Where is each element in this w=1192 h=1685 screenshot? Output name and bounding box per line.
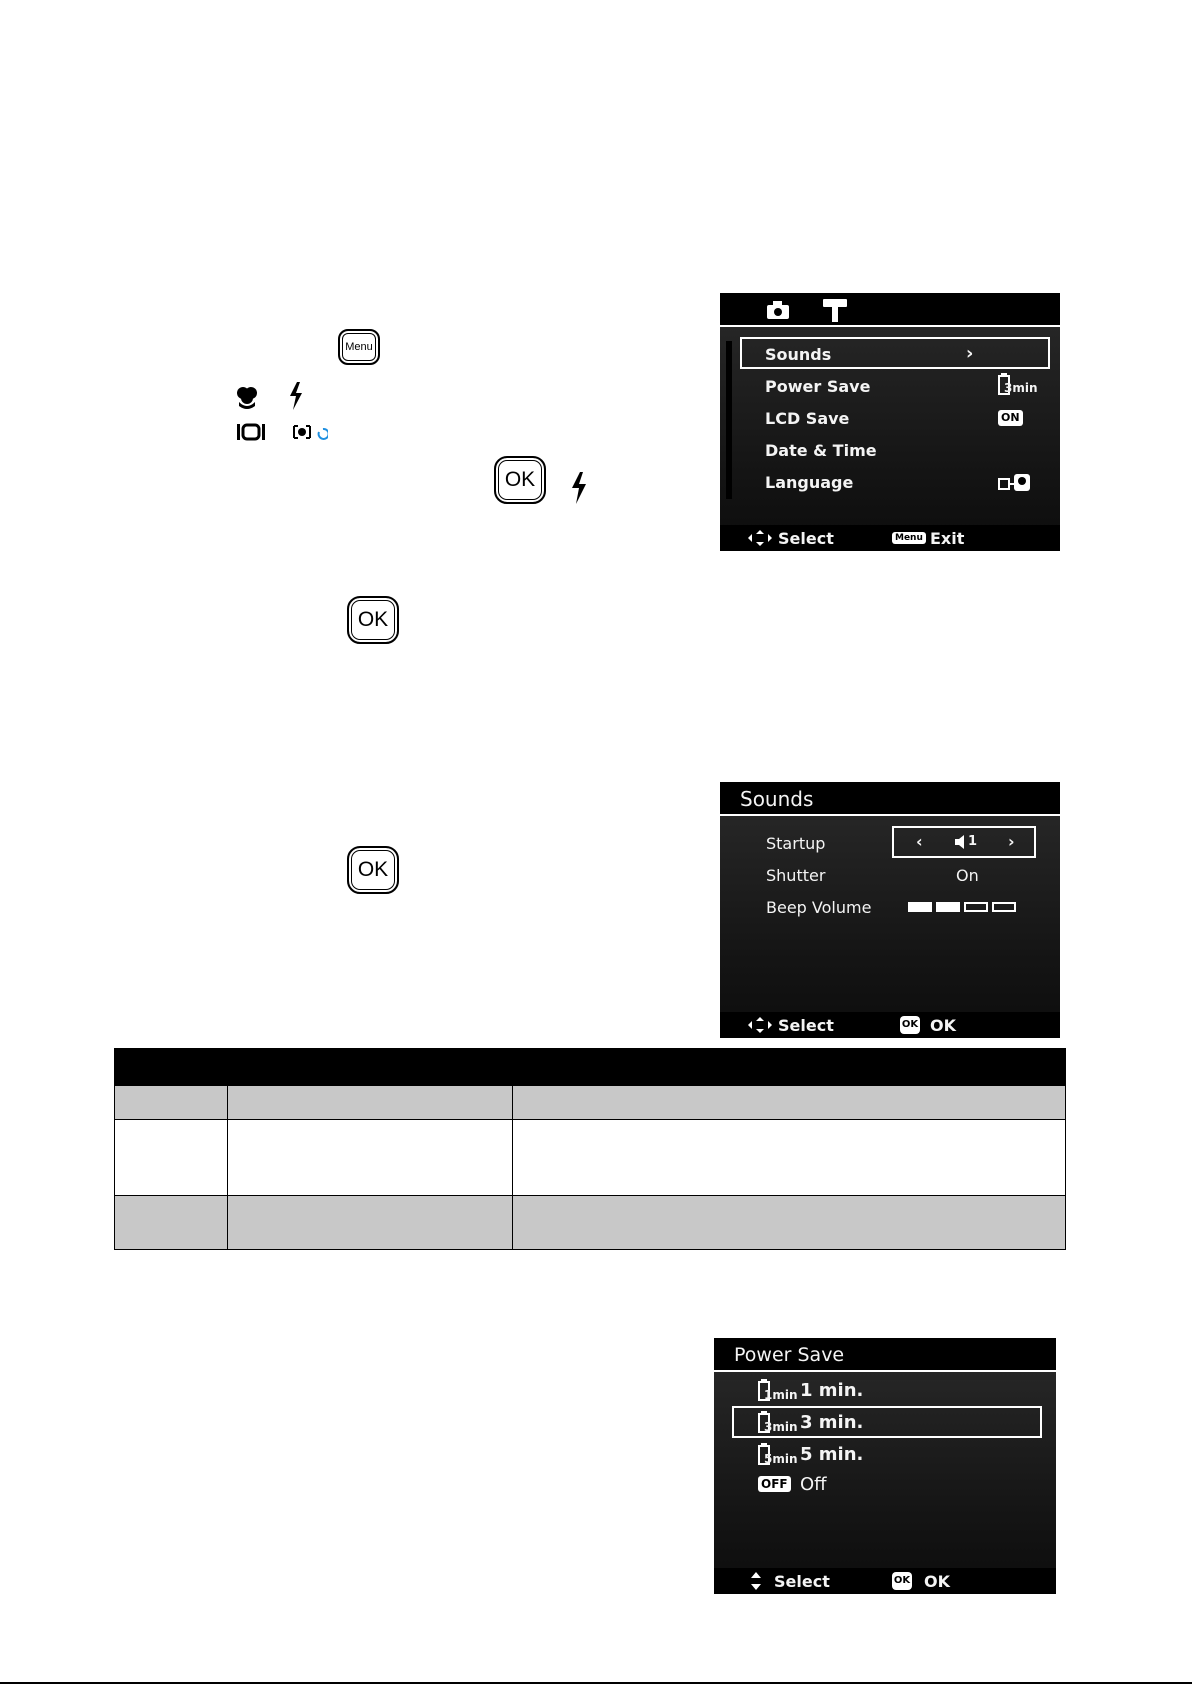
table-cell: [228, 1120, 513, 1196]
menu-item-power-save[interactable]: [765, 377, 870, 396]
status-exit-label: Exit: [930, 529, 965, 548]
screen-title: Power Save: [734, 1344, 845, 1366]
menu-item-label: Power Save: [765, 377, 871, 396]
volume-bar-segment: [964, 902, 988, 912]
flash-icon: [288, 382, 304, 410]
table-header: [115, 1049, 1066, 1086]
separator: [720, 814, 1060, 816]
menu-item-label: Date & Time: [765, 441, 877, 460]
on-badge: ON: [998, 410, 1023, 426]
power-save-3min-icon: 3min: [764, 1420, 798, 1434]
status-ok-label: OK: [930, 1016, 956, 1035]
status-bar: [720, 525, 1060, 551]
status-select-label: Select: [778, 1016, 834, 1035]
ok-button-icon: [347, 596, 399, 644]
option-off[interactable]: [758, 1472, 1038, 1500]
ok-button-icon: [494, 456, 546, 504]
camera-icon: [766, 300, 790, 320]
menu-badge-icon: Menu: [892, 532, 926, 544]
table-cell: [115, 1196, 228, 1250]
power-save-screen: [714, 1338, 1056, 1594]
menu-item-language[interactable]: [765, 473, 853, 492]
table-cell: [115, 1086, 228, 1120]
separator: [720, 325, 1060, 327]
option-label: 1 min.: [800, 1380, 864, 1401]
table-cell: [115, 1120, 228, 1196]
setting-label: Shutter: [766, 866, 826, 885]
table-cell: [513, 1086, 1066, 1120]
status-bar: [714, 1568, 1056, 1594]
status-select-label: Select: [778, 529, 834, 548]
page-bottom-rule: [0, 1682, 1192, 1684]
ok-button-label: OK: [357, 608, 389, 631]
table-row: [115, 1196, 1066, 1250]
menu-item-label: Language: [765, 473, 854, 492]
macro-flower-icon: [234, 384, 260, 410]
status-bar: [720, 1012, 1060, 1038]
screen-title: Sounds: [740, 787, 814, 811]
chevron-right-icon: ›: [966, 343, 974, 364]
menu-item-label: Sounds: [765, 345, 832, 364]
status-ok-label: OK: [924, 1572, 950, 1591]
chevron-left-icon[interactable]: ‹: [916, 832, 923, 851]
option-label: 5 min.: [800, 1444, 864, 1465]
sounds-title-bar: [720, 782, 1060, 814]
menu-item-label: LCD Save: [765, 409, 850, 428]
table-column-header-row: [115, 1086, 1066, 1120]
power-save-1min-icon: 1min: [764, 1388, 798, 1402]
menu-item-sounds[interactable]: [765, 345, 831, 364]
ok-button-label: OK: [504, 468, 536, 491]
shutter-value: On: [956, 866, 979, 885]
wrench-icon: [822, 297, 848, 323]
table-cell: [228, 1196, 513, 1250]
menu-item-date-time[interactable]: [765, 441, 877, 460]
ok-badge-icon: OK: [900, 1016, 920, 1034]
settings-table: [114, 1048, 1066, 1250]
dpad-arrows-icon: [748, 530, 772, 546]
volume-bar-segment: [992, 902, 1016, 912]
volume-bar-segment: [936, 902, 960, 912]
setting-shutter[interactable]: [766, 866, 825, 885]
volume-bar-segment: [908, 902, 932, 912]
dpad-arrows-icon: [748, 1017, 772, 1033]
ok-button-label: OK: [357, 858, 389, 881]
setting-label: Beep Volume: [766, 898, 872, 917]
table-cell: [513, 1196, 1066, 1250]
setting-beep-volume[interactable]: [766, 898, 871, 917]
speaker-icon: [954, 834, 968, 850]
focus-mode-icon: [236, 422, 266, 442]
option-5min[interactable]: [758, 1442, 1038, 1470]
menu-button-label: Menu: [345, 341, 373, 353]
ok-button-icon: [347, 846, 399, 894]
table-cell: [513, 1120, 1066, 1196]
status-select-label: Select: [774, 1572, 830, 1591]
startup-sound-value: 1: [968, 834, 978, 849]
chevron-right-icon[interactable]: ›: [1008, 832, 1015, 851]
setting-startup[interactable]: [766, 834, 825, 853]
sounds-screen: [720, 782, 1060, 1038]
option-label: 3 min.: [800, 1412, 864, 1433]
menu-item-lcd-save[interactable]: [765, 409, 849, 428]
power-save-title-bar: [714, 1338, 1056, 1370]
option-3min[interactable]: [758, 1410, 1038, 1438]
off-badge-icon: OFF: [758, 1476, 791, 1492]
beep-volume-meter[interactable]: [908, 902, 1020, 914]
language-icon: [998, 473, 1032, 493]
option-1min[interactable]: [758, 1378, 1038, 1406]
option-label: Off: [800, 1474, 827, 1495]
face-tracking-icon: [292, 424, 328, 444]
power-save-5min-icon: 5min: [764, 1452, 798, 1466]
table-header-row: [115, 1049, 1066, 1086]
table-cell: [228, 1086, 513, 1120]
menu-button-icon: [338, 329, 380, 365]
flash-icon: [570, 472, 588, 504]
setting-label: Startup: [766, 834, 826, 853]
table-row: [115, 1120, 1066, 1196]
up-down-arrows-icon: [750, 1572, 762, 1590]
ok-badge-icon: OK: [892, 1572, 912, 1590]
separator: [714, 1370, 1056, 1372]
setup-menu-screen: Sounds › Power Save 3min LCD Save ON Date & Time Language Select Menu Exit: [720, 293, 1060, 551]
setup-tab-bar: [720, 293, 1060, 325]
scrollbar[interactable]: [726, 341, 732, 499]
